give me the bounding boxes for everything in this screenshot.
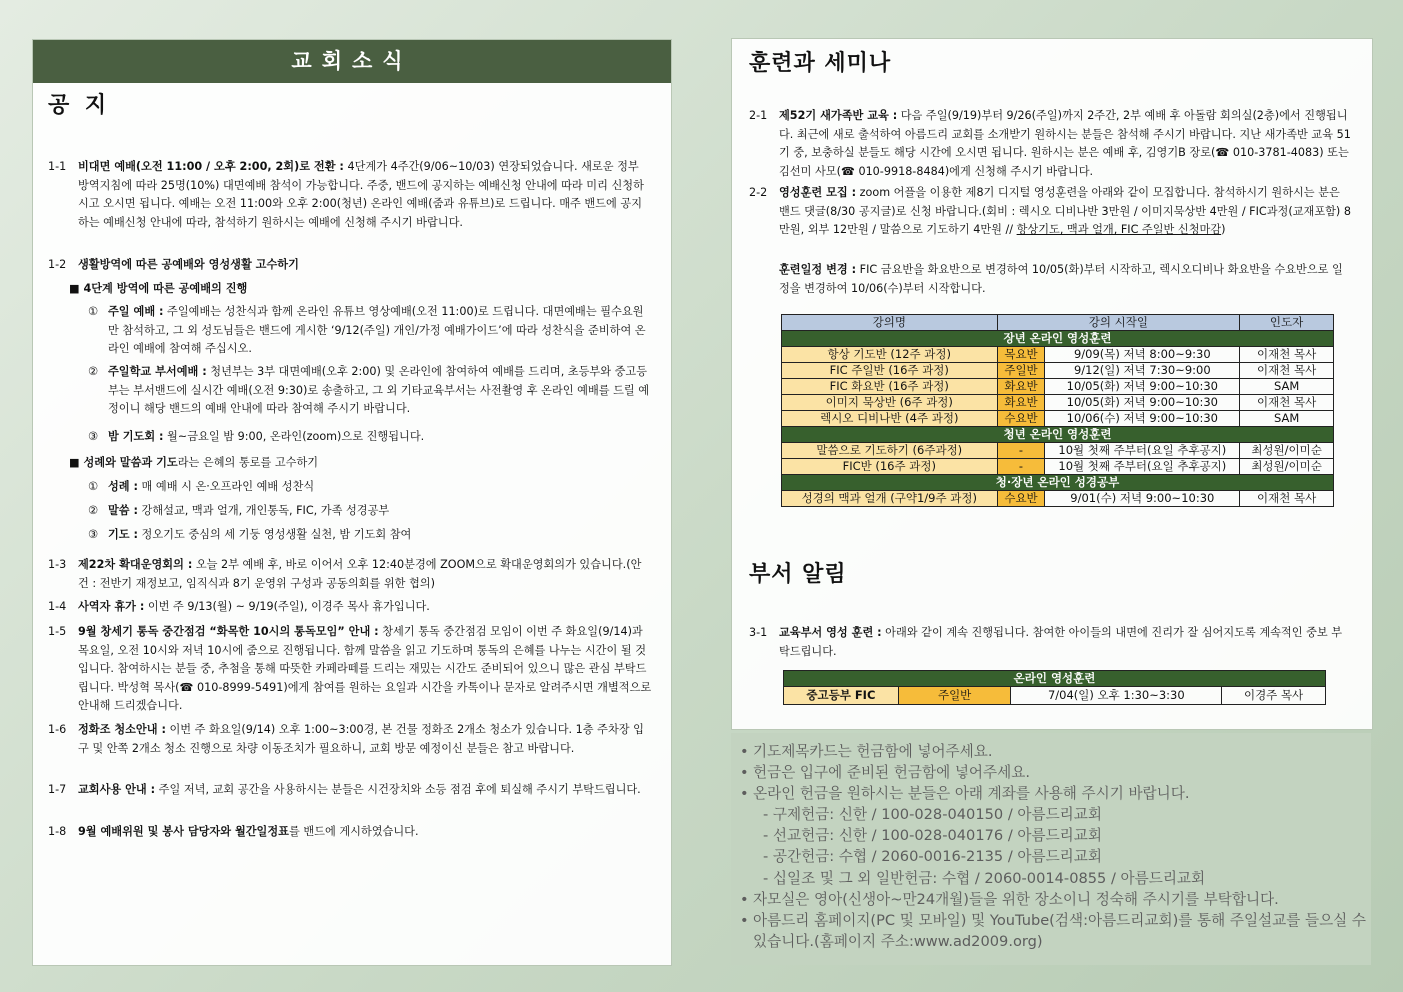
table-row bbox=[782, 443, 1334, 459]
item-text-end: ) bbox=[1221, 223, 1226, 237]
cell: 10월 첫째 주부터(요일 추후공지) bbox=[1045, 443, 1240, 459]
sub2-entry-1 bbox=[88, 478, 653, 497]
cell: 목요반 bbox=[997, 347, 1045, 363]
underlined-text: 항상기도, 맥과 얼개, FIC 주일반 신청마감 bbox=[1016, 223, 1222, 237]
item-number: 1-4 bbox=[48, 600, 67, 613]
cell: 10/06(수) 저녁 9:00~10:30 bbox=[1045, 411, 1240, 427]
info-text: 헌금은 입구에 준비된 헌금함에 넣어주세요. bbox=[753, 764, 1030, 782]
sub1-heading bbox=[69, 280, 649, 299]
item-text: zoom 어플을 이용한 제8기 디지털 영성훈련을 아래와 같이 모집합니다. 참석하시기 원하시는 분은 밴드 댓글(8/30 공지글)로 신청 바랍니다.(회비 : 렉시오 디비나반 3만원 / 이미지묵상반 4만원 / FIC과정(교재포함) 8만원, 외부 12만원 / 말씀으로 기도하기 4만원 // bbox=[779, 186, 1351, 237]
cell: 10/05(화) 저녁 9:00~10:30 bbox=[1045, 395, 1240, 411]
table-header-row bbox=[782, 315, 1334, 331]
item-text: 오늘 2부 예배 후, 바로 이어서 오후 12:40분경에 ZOOM으로 확대운영회의가 있습니다.(안건 : 전반기 재정보고, 임직식과 8기 운영위 구성과 공동의회를 위한 협의) bbox=[78, 558, 642, 590]
item-number: 1-5 bbox=[48, 625, 67, 638]
sub2-heading bbox=[69, 454, 649, 473]
cell: - bbox=[997, 443, 1045, 459]
item-text: 4단계가 4주간(9/06~10/03) 연장되었습니다. 새로운 정부 방역지침에 따라 25명(10%) 대면예배 참석이 가능합니다. 주중, 밴드에 공지하는 예배신청 안내에 따라 미리 신청하시고 오시면 됩니다. 예배는 오전 11:00와 오후 2:00(청년) 온라인 예배(줌과 유튜브)로 드립니다. 매주 밴드에 공지하는 예배신청 안내에 따라, 참석하기 원하시는 예배에 신청해 주시기 바랍니다. bbox=[78, 160, 644, 229]
col-header: 인도자 bbox=[1240, 315, 1334, 331]
cell: 이미지 묵상반 (6주 과정) bbox=[782, 395, 998, 411]
info-text: 아름드리 홈페이지(PC 및 모바일) 및 YouTube(검색:아름드리교회)를 통해 주일설교를 들으실 수 있습니다.(홈페이지 주소:www.ad2009.org) bbox=[753, 911, 1366, 950]
account-text: - 구제헌금: 신한 / 100-028-040150 / 아름드리교회 bbox=[763, 806, 1102, 824]
notice-1-3 bbox=[48, 556, 652, 593]
notice-1-1 bbox=[48, 158, 652, 232]
church-news-header: 교회소식 bbox=[33, 40, 671, 83]
item-title: 제52기 새가족반 교육 : bbox=[779, 109, 898, 122]
cell: 렉시오 디비나반 (4주 과정) bbox=[782, 411, 998, 427]
info-list bbox=[731, 733, 1371, 952]
department-title: 부서 알림 bbox=[749, 562, 847, 587]
account-line bbox=[737, 868, 1371, 889]
item-number: 1-8 bbox=[48, 825, 67, 838]
info-line: • 아름드리 홈페이지(PC 및 모바일) 및 YouTube(검색:아름드리교회)를 통해 주일설교를 들으실 수 있습니다.(홈페이지 주소:www.ad2009.org) bbox=[740, 911, 1366, 950]
circle-number: ② bbox=[88, 365, 99, 378]
cell: 이재천 목사 bbox=[1240, 363, 1334, 379]
church-news-panel bbox=[32, 39, 672, 966]
item-title: 교회사용 안내 : bbox=[78, 783, 156, 796]
item-text: 를 밴드에 게시하였습니다. bbox=[288, 825, 419, 838]
entry-text: 주일예배는 성찬식과 함께 온라인 유튜브 영상예배(오전 11:00)로 드립니다. 대면예배는 필수요원만 참석하고, 그 외 성도님들은 밴드에 게시한 ‘9/12(주일) 개인/가정 예배가이드’에 따라 성찬식을 준비하여 온라인 예배에 참여해 주십시오. bbox=[108, 305, 646, 356]
item-text: 이번 주 9/13(월) ~ 9/19(주일), 이경주 목사 휴가입니다. bbox=[144, 600, 430, 613]
entry-text: 정오기도 중심의 세 기둥 영성생활 실천, 밤 기도회 참여 bbox=[137, 528, 412, 541]
account-line bbox=[737, 825, 1371, 846]
table-row bbox=[784, 687, 1326, 705]
item-text: FIC 금요반을 화요반으로 변경하여 10/05(화)부터 시작하고, 렉시오디비나 화요반을 수요반으로 일정을 변경하여 10/06(수)부터 시작합니다. bbox=[779, 263, 1343, 295]
cell: FIC 화요반 (16주 과정) bbox=[782, 379, 998, 395]
table-row bbox=[782, 459, 1334, 475]
entry-title: 주일 예배 : bbox=[108, 305, 164, 318]
item-number: 1-6 bbox=[48, 723, 67, 736]
sub1-entry-3 bbox=[88, 428, 653, 447]
group-label: 청·장년 온라인 성경공부 bbox=[782, 475, 1334, 491]
cell: SAM bbox=[1240, 379, 1334, 395]
group-label: 장년 온라인 영성훈련 bbox=[782, 331, 1334, 347]
cell: SAM bbox=[1240, 411, 1334, 427]
cell: 화요반 bbox=[997, 379, 1045, 395]
cell: 수요반 bbox=[997, 491, 1045, 507]
sub-heading: ■ 4단계 방역에 따른 공예배의 진행 bbox=[69, 282, 248, 295]
info-text: 기도제목카드는 헌금함에 넣어주세요. bbox=[753, 743, 993, 760]
item-title: 9월 창세기 통독 중간점검 “화목한 10시의 통독모임” 안내 : bbox=[78, 625, 379, 638]
cell: 주일반 bbox=[898, 687, 1011, 705]
sub-heading-bold: ■ 성례와 말씀과 기도 bbox=[69, 456, 178, 469]
cell: - bbox=[997, 459, 1045, 475]
item-text: 창세기 통독 중간점검 모임이 이번 주 화요일(9/14)과 목요일, 오전 10시와 저녁 10시에 줌으로 진행됩니다. 함께 말씀을 읽고 기도하며 통독의 은혜를 나누는 시간이 될 것입니다. 참여하시는 분들 중, 추첨을 통해 따뜻한 카페라떼를 드리는 재밌는 시간도 준비되어 있으니 많은 관심 부탁드립니다. 박성혁 목사(☎ 010-8999-5491)에게 참여를 원하는 요일과 시간을 카톡이나 문자로 알려주시면 개별적으로 안내해 드리겠습니다. bbox=[78, 625, 652, 713]
entry-text: 강해설교, 맥과 얼개, 개인통독, FIC, 가족 성경공부 bbox=[137, 504, 390, 517]
cell: 수요반 bbox=[997, 411, 1045, 427]
item-text: 아래와 같이 계속 진행됩니다. 참여한 아이들의 내면에 진리가 잘 심어지도록 계속적인 중보 부탁드립니다. bbox=[779, 626, 1343, 658]
table-row bbox=[782, 379, 1334, 395]
sub1-entry-1 bbox=[88, 303, 653, 359]
item-number: 1-2 bbox=[48, 258, 67, 271]
cell: 9/09(목) 저녁 8:00~9:30 bbox=[1045, 347, 1240, 363]
sub2-entry-2 bbox=[88, 502, 653, 521]
item-number: 1-1 bbox=[48, 160, 67, 173]
item-text: 이번 주 화요일(9/14) 오후 1:00~3:00경, 본 건물 정화조 2개소 청소가 있습니다. 1층 주차장 입구 및 안쪽 2개소 청소 진행으로 차량 이동조치가 필요하니, 교회 방문 예정이신 분들은 참고 바랍니다. bbox=[78, 723, 644, 755]
entry-title: 성례 : bbox=[108, 480, 138, 493]
account-text: - 십일조 및 그 외 일반헌금: 수협 / 2060-0014-0855 / 아름드리교회 bbox=[763, 869, 1206, 887]
item-number: 1-3 bbox=[48, 558, 67, 571]
item-title: 교육부서 영성 훈련 : bbox=[779, 626, 882, 639]
cell: 이경주 목사 bbox=[1222, 687, 1326, 705]
training-panel bbox=[731, 38, 1373, 730]
entry-title: 기도 : bbox=[108, 528, 138, 541]
training-2-1 bbox=[749, 107, 1352, 181]
circle-number: ③ bbox=[88, 430, 99, 443]
sub1-entry-2 bbox=[88, 363, 653, 419]
account-text: - 공간헌금: 수협 / 2060-0016-2135 / 아름드리교회 bbox=[763, 848, 1102, 866]
table-row bbox=[782, 347, 1334, 363]
info-text: 자모실은 영아(신생아~만24개월)들을 위한 장소이니 정숙해 주시기를 부탁합니다. bbox=[753, 890, 1279, 908]
item-title: 9월 예배위원 및 봉사 담당자와 월간일정표 bbox=[78, 825, 289, 838]
training-2-2 bbox=[749, 184, 1352, 240]
entry-title: 주일학교 부서예배 : bbox=[108, 365, 207, 378]
group-row bbox=[782, 475, 1334, 491]
entry-text: 청년부는 3부 대면예배(오후 2:00) 및 온라인에 참여하여 예배를 드리며, 초등부와 중고등부는 부서밴드에 실시간 예배(오전 9:30)로 송출하고, 그 외 기타교육부서는 사전촬영 후 온라인 예배를 드릴 예정이니 해당 밴드의 예배 안내에 따라 참여해 주시기 바랍니다. bbox=[108, 365, 650, 416]
notice-1-2 bbox=[48, 256, 652, 275]
cell: 이재천 목사 bbox=[1240, 491, 1334, 507]
cell: 9/01(수) 저녁 9:00~10:30 bbox=[1045, 491, 1240, 507]
sub-heading-rest: 라는 은혜의 통로를 고수하기 bbox=[177, 456, 319, 469]
cell: FIC 주일반 (16주 과정) bbox=[782, 363, 998, 379]
info-text: 온라인 헌금을 원하시는 분들은 아래 계좌를 사용해 주시기 바랍니다. bbox=[753, 785, 1190, 803]
table-row bbox=[782, 363, 1334, 379]
item-title: 제22차 확대운영회의 : bbox=[78, 558, 193, 571]
item-title: 정화조 청소안내 : bbox=[78, 723, 166, 736]
sub2-entry-3 bbox=[88, 526, 653, 545]
notice-1-6 bbox=[48, 721, 652, 758]
item-text: 다음 주일(9/19)부터 9/26(주일)까지 2주간, 2부 예배 후 아돌람 회의실(2층)에서 진행됩니다. 최근에 새로 출석하여 아름드리 교회를 소개받기 원하시는 분들은 참석해 주시기 바랍니다. 지난 새가족반 교육 51기 중, 보충하실 분들도 해당 시간에 오시면 됩니다. 원하시는 분은 예배 후, 김영기B 장로(☎ 010-3781-4083) 또는 김선미 사모(☎ 010-9918-8484)에게 신청해 주시기 바랍니다. bbox=[779, 109, 1351, 178]
circle-number: ① bbox=[88, 480, 99, 493]
entry-text: 월~금요일 밤 9:00, 온라인(zoom)으로 진행됩니다. bbox=[163, 430, 425, 443]
group-label: 온라인 영성훈련 bbox=[784, 671, 1326, 687]
item-title: 생활방역에 따른 공예배와 영성생활 고수하기 bbox=[78, 258, 299, 271]
group-label: 청년 온라인 영성훈련 bbox=[782, 427, 1334, 443]
item-title: 사역자 휴가 : bbox=[78, 600, 145, 613]
cell: 말씀으로 기도하기 (6주과정) bbox=[782, 443, 998, 459]
notice-1-7 bbox=[48, 781, 652, 800]
table-row bbox=[782, 411, 1334, 427]
cell: 이재천 목사 bbox=[1240, 395, 1334, 411]
training-title: 훈련과 세미나 bbox=[749, 51, 892, 76]
cell: 7/04(일) 오후 1:30~3:30 bbox=[1011, 687, 1222, 705]
training-table bbox=[781, 314, 1334, 507]
table-row bbox=[782, 491, 1334, 507]
offering-info-box bbox=[731, 733, 1371, 965]
cell: 10/05(화) 저녁 9:00~10:30 bbox=[1045, 379, 1240, 395]
cell: 화요반 bbox=[997, 395, 1045, 411]
notice-1-5 bbox=[48, 623, 652, 716]
item-number: 1-7 bbox=[48, 783, 67, 796]
notice-1-8 bbox=[48, 823, 652, 842]
circle-number: ① bbox=[88, 305, 99, 318]
info-line: • 기도제목카드는 헌금함에 넣어주세요. bbox=[740, 743, 993, 760]
cell: 이재천 목사 bbox=[1240, 347, 1334, 363]
circle-number: ② bbox=[88, 504, 99, 517]
cell: 항상 기도반 (12주 과정) bbox=[782, 347, 998, 363]
group-row bbox=[782, 331, 1334, 347]
col-header: 강의명 bbox=[782, 315, 998, 331]
training-schedule-change bbox=[779, 261, 1352, 298]
group-row bbox=[784, 671, 1326, 687]
item-title: 비대면 예배(오전 11:00 / 오후 2:00, 2회)로 전환 : bbox=[78, 160, 344, 173]
notice-title: 공 지 bbox=[48, 93, 111, 118]
account-text: - 선교헌금: 신한 / 100-028-040176 / 아름드리교회 bbox=[763, 827, 1102, 845]
info-line: • 온라인 헌금을 원하시는 분들은 아래 계좌를 사용해 주시기 바랍니다. bbox=[740, 785, 1190, 803]
department-3-1 bbox=[749, 624, 1352, 661]
account-line bbox=[737, 846, 1371, 867]
info-line: • 헌금은 입구에 준비된 헌금함에 넣어주세요. bbox=[740, 764, 1030, 782]
info-line: • 자모실은 영아(신생아~만24개월)들을 위한 장소이니 정숙해 주시기를 부탁합니다. bbox=[740, 890, 1279, 908]
cell: 최성원/이미순 bbox=[1240, 459, 1334, 475]
entry-text: 매 예배 시 온·오프라인 예배 성찬식 bbox=[137, 480, 315, 493]
item-number: 2-1 bbox=[749, 109, 768, 122]
department-table bbox=[783, 670, 1326, 705]
cell: 주일반 bbox=[997, 363, 1045, 379]
cell: 성경의 맥과 얼개 (구약1/9주 과정) bbox=[782, 491, 998, 507]
item-title: 영성훈련 모집 : bbox=[779, 186, 857, 199]
item-title: 훈련일정 변경 : bbox=[779, 263, 857, 276]
group-row bbox=[782, 427, 1334, 443]
item-text: 주일 저녁, 교회 공간을 사용하시는 분들은 시건장치와 소등 점검 후에 퇴실해 주시기 부탁드립니다. bbox=[155, 783, 641, 796]
cell: 중고등부 FIC bbox=[784, 687, 899, 705]
cell: 9/12(일) 저녁 7:30~9:00 bbox=[1045, 363, 1240, 379]
cell: 10월 첫째 주부터(요일 추후공지) bbox=[1045, 459, 1240, 475]
table-row bbox=[782, 395, 1334, 411]
col-header: 강의 시작일 bbox=[997, 315, 1240, 331]
notice-1-4 bbox=[48, 598, 652, 617]
circle-number: ③ bbox=[88, 528, 99, 541]
cell: FIC반 (16주 과정) bbox=[782, 459, 998, 475]
item-number: 3-1 bbox=[749, 626, 768, 639]
entry-title: 밤 기도회 : bbox=[108, 430, 164, 443]
entry-title: 말씀 : bbox=[108, 504, 138, 517]
item-number: 2-2 bbox=[749, 186, 768, 199]
cell: 최성원/이미순 bbox=[1240, 443, 1334, 459]
account-line bbox=[737, 804, 1371, 825]
